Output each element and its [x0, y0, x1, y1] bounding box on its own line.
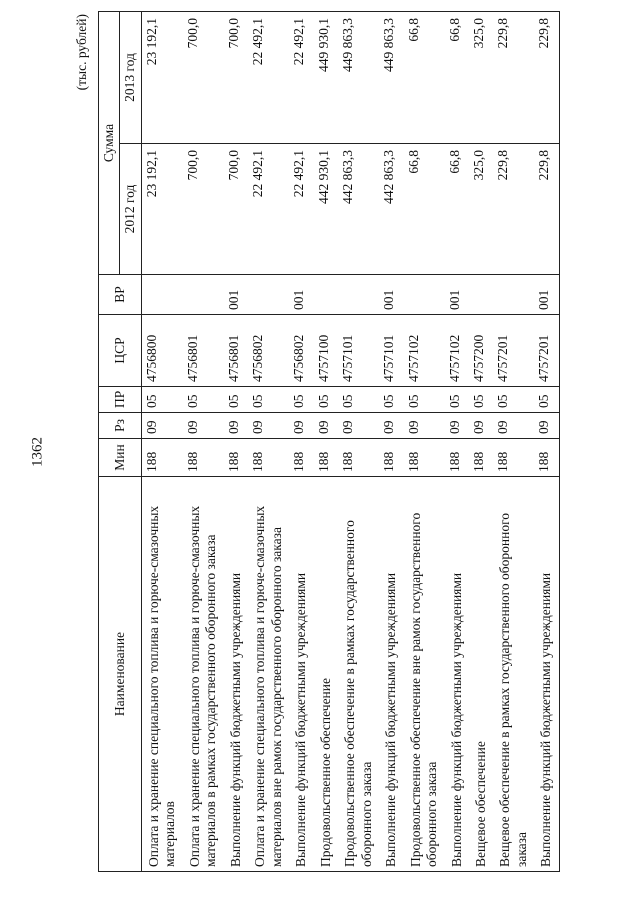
table-row [248, 11, 289, 871]
row-name: Оплата и хранение специального топлива и горюче-смазочных материалов в рамках государственного оборонного заказа [183, 477, 224, 872]
table-row [445, 11, 469, 871]
table-row [314, 11, 338, 871]
table-row [404, 11, 445, 871]
table-row [224, 11, 248, 871]
header-vr: ВР [99, 275, 142, 315]
row-min: 188 [469, 439, 493, 477]
row-csr: 4757102 [404, 315, 445, 387]
header-csr: ЦСР [99, 315, 142, 387]
row-sum-2013: 700,0 [183, 11, 224, 143]
row-sum-2013: 325,0 [469, 11, 493, 143]
row-min: 188 [248, 439, 289, 477]
row-pr: 05 [404, 387, 445, 413]
row-vr [404, 275, 445, 315]
row-rz: 09 [141, 413, 182, 439]
table-row [493, 11, 534, 871]
table-row [379, 11, 403, 871]
table-row [338, 11, 379, 871]
row-name: Выполнение функций бюджетными учреждениями [445, 477, 469, 872]
row-pr: 05 [338, 387, 379, 413]
row-csr: 4757201 [534, 315, 559, 387]
row-sum-2013: 66,8 [445, 11, 469, 143]
row-min: 188 [338, 439, 379, 477]
row-sum-2012: 66,8 [404, 144, 445, 275]
row-rz: 09 [314, 413, 338, 439]
row-sum-2012: 700,0 [183, 144, 224, 275]
row-sum-2013: 66,8 [404, 11, 445, 143]
rotated-page-content [74, 12, 618, 872]
row-name: Выполнение функций бюджетными учреждениями [224, 477, 248, 872]
row-sum-2012: 442 863,3 [338, 144, 379, 275]
row-name: Продовольственное обеспечение вне рамок государственного оборонного заказа [404, 477, 445, 872]
header-sum: Сумма [99, 11, 120, 274]
row-rz: 09 [493, 413, 534, 439]
row-vr: 001 [379, 275, 403, 315]
row-pr: 05 [314, 387, 338, 413]
page-number: 1362 [29, 437, 46, 467]
row-sum-2013: 700,0 [224, 11, 248, 143]
budget-table [98, 11, 560, 872]
header-pr: ПР [99, 387, 142, 413]
row-csr: 4756802 [248, 315, 289, 387]
row-min: 188 [289, 439, 313, 477]
row-min: 188 [493, 439, 534, 477]
row-csr: 4757201 [493, 315, 534, 387]
row-name: Продовольственное обеспечение в рамках государственного оборонного заказа [338, 477, 379, 872]
row-vr [141, 275, 182, 315]
header-rz: Рз [99, 413, 142, 439]
row-sum-2012: 442 930,1 [314, 144, 338, 275]
row-sum-2012: 229,8 [493, 144, 534, 275]
row-pr: 05 [248, 387, 289, 413]
row-rz: 09 [379, 413, 403, 439]
header-name: Наименование [99, 477, 142, 872]
row-rz: 09 [404, 413, 445, 439]
row-vr [183, 275, 224, 315]
header-year-2012: 2012 год [120, 144, 141, 275]
row-sum-2013: 22 492,1 [289, 11, 313, 143]
row-min: 188 [445, 439, 469, 477]
table-row [469, 11, 493, 871]
row-pr: 05 [534, 387, 559, 413]
row-rz: 09 [534, 413, 559, 439]
row-name: Выполнение функций бюджетными учреждениями [534, 477, 559, 872]
row-pr: 05 [224, 387, 248, 413]
row-sum-2012: 325,0 [469, 144, 493, 275]
table-header [99, 11, 142, 871]
row-sum-2012: 700,0 [224, 144, 248, 275]
row-min: 188 [379, 439, 403, 477]
row-sum-2013: 449 863,3 [379, 11, 403, 143]
row-min: 188 [141, 439, 182, 477]
row-sum-2012: 66,8 [445, 144, 469, 275]
row-sum-2012: 22 492,1 [289, 144, 313, 275]
row-sum-2012: 442 863,3 [379, 144, 403, 275]
row-sum-2012: 23 192,1 [141, 144, 182, 275]
row-vr [493, 275, 534, 315]
row-csr: 4756800 [141, 315, 182, 387]
row-name: Оплата и хранение специального топлива и горюче-смазочных материалов вне рамок государственного оборонного заказа [248, 477, 289, 872]
row-name: Продовольственное обеспечение [314, 477, 338, 872]
row-sum-2012: 229,8 [534, 144, 559, 275]
row-csr: 4756802 [289, 315, 313, 387]
row-sum-2013: 449 863,3 [338, 11, 379, 143]
table-row [534, 11, 559, 871]
row-sum-2013: 229,8 [534, 11, 559, 143]
row-name: Вещевое обеспечение в рамках государственного оборонного заказа [493, 477, 534, 872]
row-name: Вещевое обеспечение [469, 477, 493, 872]
row-min: 188 [404, 439, 445, 477]
row-csr: 4756801 [183, 315, 224, 387]
row-rz: 09 [248, 413, 289, 439]
row-csr: 4757100 [314, 315, 338, 387]
row-pr: 05 [445, 387, 469, 413]
row-sum-2013: 229,8 [493, 11, 534, 143]
row-pr: 05 [141, 387, 182, 413]
row-vr: 001 [289, 275, 313, 315]
row-vr: 001 [534, 275, 559, 315]
row-vr [469, 275, 493, 315]
row-rz: 09 [224, 413, 248, 439]
row-rz: 09 [183, 413, 224, 439]
row-sum-2013: 22 492,1 [248, 11, 289, 143]
row-pr: 05 [493, 387, 534, 413]
row-min: 188 [224, 439, 248, 477]
table-row [289, 11, 313, 871]
row-vr [314, 275, 338, 315]
row-rz: 09 [289, 413, 313, 439]
row-min: 188 [314, 439, 338, 477]
row-pr: 05 [289, 387, 313, 413]
row-csr: 4756801 [224, 315, 248, 387]
row-csr: 4757200 [469, 315, 493, 387]
row-sum-2013: 449 930,1 [314, 11, 338, 143]
header-year-2013: 2013 год [120, 11, 141, 143]
table-row [183, 11, 224, 871]
row-vr [248, 275, 289, 315]
row-sum-2012: 22 492,1 [248, 144, 289, 275]
row-name: Оплата и хранение специального топлива и горюче-смазочных материалов [141, 477, 182, 872]
row-min: 188 [534, 439, 559, 477]
table-body [141, 11, 559, 871]
row-pr: 05 [379, 387, 403, 413]
row-name: Выполнение функций бюджетными учреждениями [289, 477, 313, 872]
table-row [141, 11, 182, 871]
row-pr: 05 [183, 387, 224, 413]
units-note: (тыс. рублей) [74, 14, 89, 91]
row-vr: 001 [445, 275, 469, 315]
row-csr: 4757101 [379, 315, 403, 387]
row-csr: 4757101 [338, 315, 379, 387]
row-sum-2013: 23 192,1 [141, 11, 182, 143]
row-rz: 09 [469, 413, 493, 439]
row-min: 188 [183, 439, 224, 477]
row-csr: 4757102 [445, 315, 469, 387]
row-pr: 05 [469, 387, 493, 413]
row-vr [338, 275, 379, 315]
row-name: Выполнение функций бюджетными учреждениями [379, 477, 403, 872]
header-min: Мин [99, 439, 142, 477]
row-rz: 09 [445, 413, 469, 439]
row-vr: 001 [224, 275, 248, 315]
row-rz: 09 [338, 413, 379, 439]
